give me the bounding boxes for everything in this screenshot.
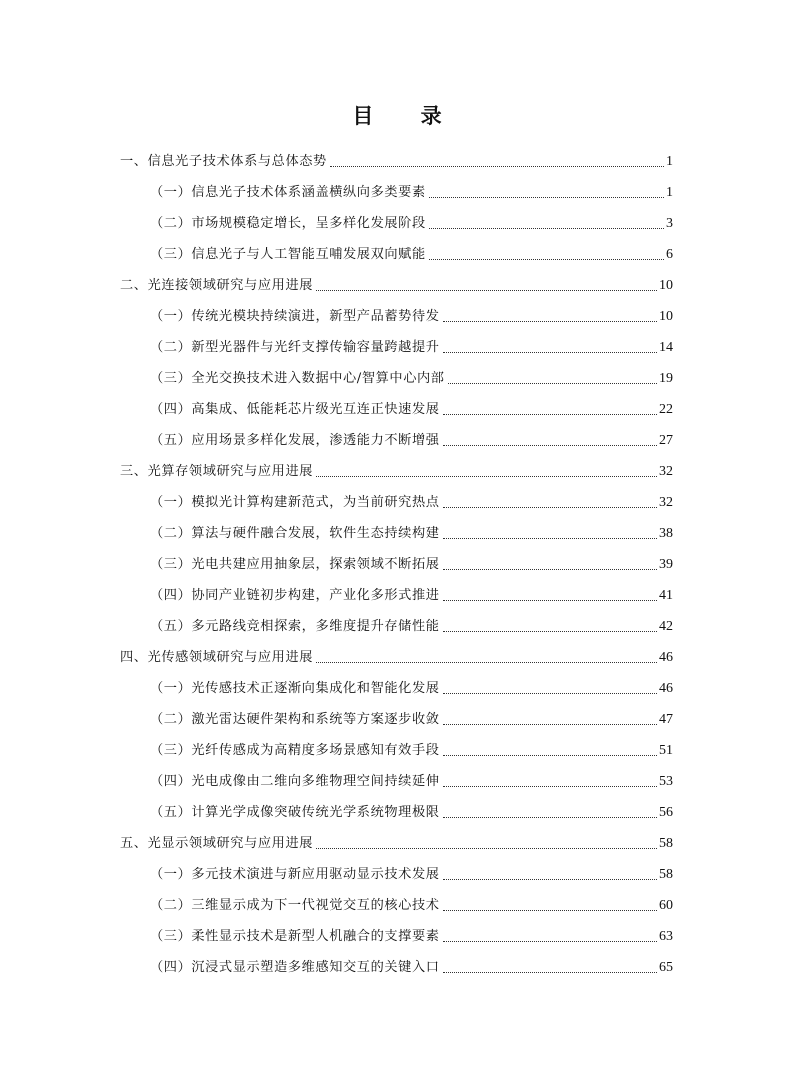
toc-section-entry[interactable] xyxy=(120,574,673,605)
toc-entry-label: 一、信息光子技术体系与总体态势 xyxy=(120,154,327,169)
toc-section-entry[interactable] xyxy=(120,357,673,388)
toc-page-number: 10 xyxy=(659,278,673,293)
toc-page-number: 53 xyxy=(659,774,673,789)
toc-leader-dots xyxy=(429,196,664,198)
toc-section-entry[interactable] xyxy=(120,884,673,915)
toc-leader-dots xyxy=(448,382,657,384)
toc-entry-label: 三、光算存领域研究与应用进展 xyxy=(120,464,314,479)
toc-page-number: 6 xyxy=(666,247,673,262)
toc-entry-label: （四）协同产业链初步构建，产业化多形式推进 xyxy=(150,588,440,603)
toc-entry-label: （五）应用场景多样化发展，渗透能力不断增强 xyxy=(150,433,440,448)
toc-chapter-entry[interactable] xyxy=(120,822,673,853)
toc-entry-label: （二）激光雷达硬件架构和系统等方案逐步收敛 xyxy=(150,712,440,727)
toc-entry-label: （二）算法与硬件融合发展，软件生态持续构建 xyxy=(150,526,440,541)
toc-section-entry[interactable] xyxy=(120,512,673,543)
toc-page-number: 65 xyxy=(659,960,673,975)
toc-leader-dots xyxy=(316,289,657,291)
toc-section-entry[interactable] xyxy=(120,388,673,419)
toc-chapter-entry[interactable] xyxy=(120,140,673,171)
toc-section-entry[interactable] xyxy=(120,481,673,512)
toc-entry-label: （四）光电成像由二维向多维物理空间持续延伸 xyxy=(150,774,440,789)
toc-leader-dots xyxy=(443,599,657,601)
toc-leader-dots xyxy=(316,661,657,663)
toc-entry-label: （四）高集成、低能耗芯片级光互连正快速发展 xyxy=(150,402,440,417)
toc-entry-label: （三）全光交换技术进入数据中心/智算中心内部 xyxy=(150,371,445,386)
toc-leader-dots xyxy=(443,506,657,508)
toc-entry-label: （一）传统光模块持续演进，新型产品蓄势待发 xyxy=(150,309,440,324)
toc-page-number: 32 xyxy=(659,464,673,479)
toc-leader-dots xyxy=(443,568,657,570)
toc-section-entry[interactable] xyxy=(120,791,673,822)
toc-chapter-entry[interactable] xyxy=(120,264,673,295)
toc-section-entry[interactable] xyxy=(120,760,673,791)
toc-leader-dots xyxy=(330,165,664,167)
toc-page-number: 19 xyxy=(659,371,673,386)
toc-leader-dots xyxy=(429,258,664,260)
toc-section-entry[interactable] xyxy=(120,326,673,357)
toc-page-number: 38 xyxy=(659,526,673,541)
toc-leader-dots xyxy=(443,537,657,539)
toc-leader-dots xyxy=(443,816,657,818)
toc-entry-label: （五）多元路线竞相探索，多维度提升存储性能 xyxy=(150,619,440,634)
toc-section-entry[interactable] xyxy=(120,295,673,326)
toc-leader-dots xyxy=(316,847,657,849)
toc-entry-label: （一）信息光子技术体系涵盖横纵向多类要素 xyxy=(150,185,426,200)
toc-page-number: 63 xyxy=(659,929,673,944)
page-title: 目 录 xyxy=(352,104,462,128)
toc-leader-dots xyxy=(443,444,657,446)
toc-page-number: 39 xyxy=(659,557,673,572)
toc-page-number: 42 xyxy=(659,619,673,634)
toc-leader-dots xyxy=(443,878,657,880)
toc-page-number: 1 xyxy=(666,154,673,169)
toc-leader-dots xyxy=(443,723,657,725)
toc-section-entry[interactable] xyxy=(120,171,673,202)
toc-leader-dots xyxy=(443,909,657,911)
toc-leader-dots xyxy=(429,227,664,229)
toc-page-number: 27 xyxy=(659,433,673,448)
toc-page-number: 14 xyxy=(659,340,673,355)
toc-entry-label: （一）多元技术演进与新应用驱动显示技术发展 xyxy=(150,867,440,882)
toc-leader-dots xyxy=(443,971,657,973)
toc-entry-label: （三）光电共建应用抽象层，探索领域不断拓展 xyxy=(150,557,440,572)
toc-leader-dots xyxy=(443,320,657,322)
toc-entry-label: 五、光显示领域研究与应用进展 xyxy=(120,836,314,851)
toc-leader-dots xyxy=(443,940,657,942)
toc-leader-dots xyxy=(443,413,657,415)
toc-entry-label: （三）柔性显示技术是新型人机融合的支撑要素 xyxy=(150,929,440,944)
toc-chapter-entry[interactable] xyxy=(120,450,673,481)
toc-entry-label: （五）计算光学成像突破传统光学系统物理极限 xyxy=(150,805,440,820)
table-of-contents xyxy=(120,140,673,977)
toc-entry-label: （三）信息光子与人工智能互哺发展双向赋能 xyxy=(150,247,426,262)
toc-section-entry[interactable] xyxy=(120,853,673,884)
toc-section-entry[interactable] xyxy=(120,915,673,946)
toc-page-number: 1 xyxy=(666,185,673,200)
toc-page-number: 3 xyxy=(666,216,673,231)
toc-entry-label: （四）沉浸式显示塑造多维感知交互的关键入口 xyxy=(150,960,440,975)
toc-page-number: 32 xyxy=(659,495,673,510)
toc-page-number: 46 xyxy=(659,650,673,665)
toc-leader-dots xyxy=(316,475,657,477)
toc-section-entry[interactable] xyxy=(120,729,673,760)
toc-leader-dots xyxy=(443,785,657,787)
toc-entry-label: （一）光传感技术正逐渐向集成化和智能化发展 xyxy=(150,681,440,696)
toc-chapter-entry[interactable] xyxy=(120,636,673,667)
toc-entry-label: （二）新型光器件与光纤支撑传输容量跨越提升 xyxy=(150,340,440,355)
toc-page-number: 10 xyxy=(659,309,673,324)
toc-entry-label: （一）模拟光计算构建新范式，为当前研究热点 xyxy=(150,495,440,510)
toc-entry-label: （三）光纤传感成为高精度多场景感知有效手段 xyxy=(150,743,440,758)
toc-section-entry[interactable] xyxy=(120,233,673,264)
toc-page-number: 58 xyxy=(659,836,673,851)
toc-entry-label: （二）三维显示成为下一代视觉交互的核心技术 xyxy=(150,898,440,913)
toc-section-entry[interactable] xyxy=(120,202,673,233)
toc-entry-label: 四、光传感领域研究与应用进展 xyxy=(120,650,314,665)
toc-page-number: 58 xyxy=(659,867,673,882)
toc-leader-dots xyxy=(443,754,657,756)
toc-page-number: 60 xyxy=(659,898,673,913)
toc-section-entry[interactable] xyxy=(120,543,673,574)
toc-page-number: 47 xyxy=(659,712,673,727)
toc-leader-dots xyxy=(443,692,657,694)
toc-page-number: 56 xyxy=(659,805,673,820)
toc-section-entry[interactable] xyxy=(120,667,673,698)
toc-page-number: 22 xyxy=(659,402,673,417)
toc-leader-dots xyxy=(443,630,657,632)
toc-page-number: 41 xyxy=(659,588,673,603)
toc-section-entry[interactable] xyxy=(120,698,673,729)
toc-section-entry[interactable] xyxy=(120,605,673,636)
toc-section-entry[interactable] xyxy=(120,946,673,977)
toc-entry-label: （二）市场规模稳定增长，呈多样化发展阶段 xyxy=(150,216,426,231)
toc-page-number: 51 xyxy=(659,743,673,758)
toc-page-number: 46 xyxy=(659,681,673,696)
toc-section-entry[interactable] xyxy=(120,419,673,450)
toc-entry-label: 二、光连接领域研究与应用进展 xyxy=(120,278,314,293)
toc-leader-dots xyxy=(443,351,657,353)
